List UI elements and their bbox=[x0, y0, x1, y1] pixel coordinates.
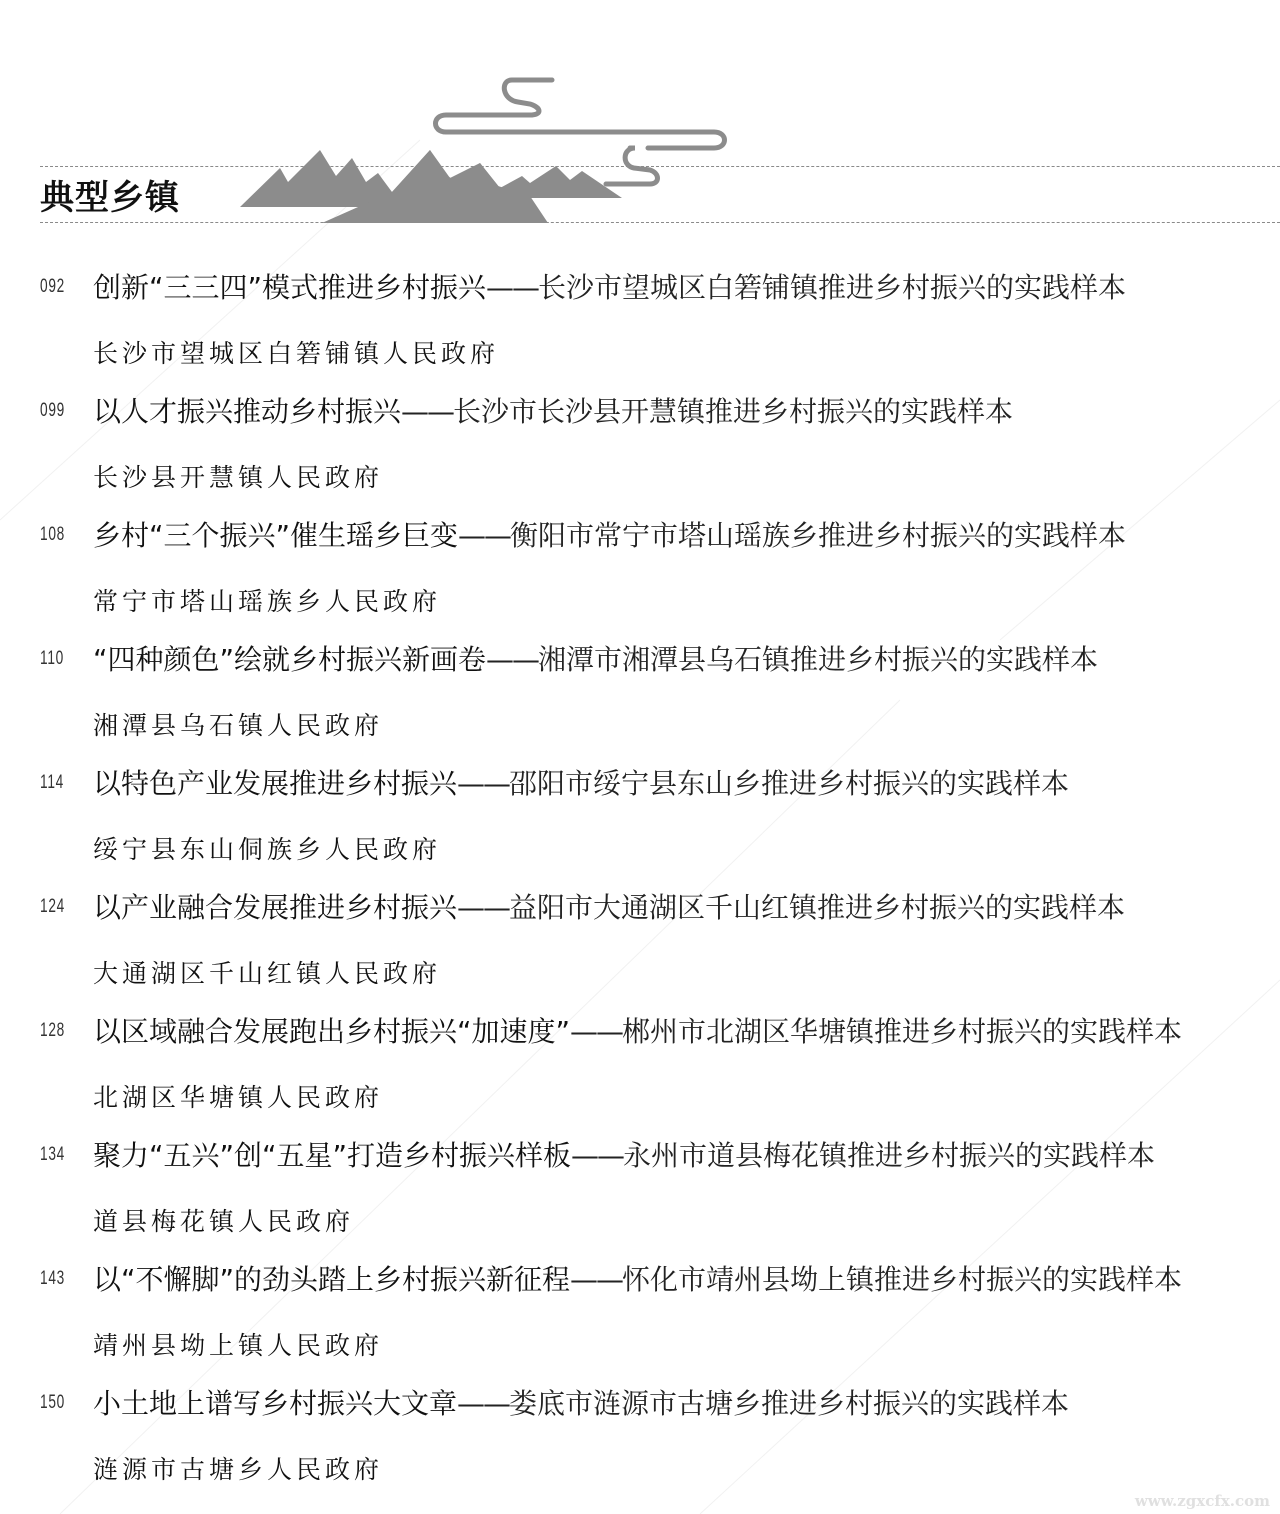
entry-title-line bbox=[93, 1014, 1182, 1050]
entry-title-line bbox=[93, 518, 1126, 554]
entry-author: 北湖区华塘镇人民政府 bbox=[93, 1083, 384, 1112]
page-number: 108 bbox=[40, 524, 65, 545]
entry-author: 道县梅花镇人民政府 bbox=[93, 1207, 355, 1236]
entry-author: 涟源市古塘乡人民政府 bbox=[93, 1455, 384, 1484]
entry-title: 以人才振兴推动乡村振兴 bbox=[93, 395, 402, 428]
page-number: 128 bbox=[40, 1020, 65, 1041]
section-title: 典型乡镇 bbox=[40, 178, 180, 218]
entry-title-line bbox=[93, 1262, 1182, 1298]
page-number: 134 bbox=[40, 1144, 65, 1165]
em-dash: —— bbox=[457, 767, 510, 800]
mountain-cloud-decoration-icon bbox=[230, 70, 750, 230]
toc-entry[interactable] bbox=[0, 758, 1280, 882]
entry-subtitle: 益阳市大通湖区千山红镇推进乡村振兴的实践样本 bbox=[509, 891, 1126, 924]
em-dash: —— bbox=[401, 395, 454, 428]
toc-entry[interactable] bbox=[0, 1006, 1280, 1130]
entry-subtitle: 长沙市长沙县开慧镇推进乡村振兴的实践样本 bbox=[453, 395, 1014, 428]
entry-title: 以特色产业发展推进乡村振兴 bbox=[93, 767, 458, 800]
entry-subtitle: 湘潭市湘潭县乌石镇推进乡村振兴的实践样本 bbox=[538, 643, 1099, 676]
entry-title-line bbox=[93, 394, 1013, 430]
entry-subtitle: 永州市道县梅花镇推进乡村振兴的实践样本 bbox=[623, 1139, 1156, 1172]
toc-entry[interactable] bbox=[0, 386, 1280, 510]
entry-author: 长沙市望城区白箬铺镇人民政府 bbox=[93, 339, 500, 368]
em-dash: —— bbox=[570, 1015, 623, 1048]
page-number: 143 bbox=[40, 1268, 65, 1289]
entry-subtitle: 邵阳市绥宁县东山乡推进乡村振兴的实践样本 bbox=[509, 767, 1070, 800]
section-header bbox=[0, 0, 1280, 240]
entry-title: 以“不懈脚”的劲头踏上乡村振兴新征程 bbox=[93, 1263, 571, 1296]
entry-title-line bbox=[93, 890, 1125, 926]
em-dash: —— bbox=[570, 1263, 623, 1296]
page-number: 124 bbox=[40, 896, 65, 917]
entry-subtitle: 郴州市北湖区华塘镇推进乡村振兴的实践样本 bbox=[622, 1015, 1183, 1048]
entry-title-line bbox=[93, 1386, 1069, 1422]
entry-subtitle: 衡阳市常宁市塔山瑶族乡推进乡村振兴的实践样本 bbox=[510, 519, 1127, 552]
entry-title: 聚力“五兴”创“五星”打造乡村振兴样板 bbox=[93, 1139, 572, 1172]
entry-author: 大通湖区千山红镇人民政府 bbox=[93, 959, 442, 988]
entry-title-line bbox=[93, 270, 1126, 306]
page-number: 114 bbox=[40, 772, 64, 793]
page-number: 099 bbox=[40, 400, 65, 421]
entry-title: “四种颜色”绘就乡村振兴新画卷 bbox=[93, 643, 487, 676]
table-of-contents bbox=[0, 262, 1280, 1502]
em-dash: —— bbox=[486, 643, 539, 676]
entry-author: 常宁市塔山瑶族乡人民政府 bbox=[93, 587, 442, 616]
toc-entry[interactable] bbox=[0, 1378, 1280, 1502]
em-dash: —— bbox=[458, 519, 511, 552]
entry-title: 以产业融合发展推进乡村振兴 bbox=[93, 891, 458, 924]
page-number: 092 bbox=[40, 276, 65, 297]
toc-entry[interactable] bbox=[0, 1130, 1280, 1254]
em-dash: —— bbox=[457, 1387, 510, 1420]
entry-title: 以区域融合发展跑出乡村振兴“加速度” bbox=[93, 1015, 571, 1048]
entry-title-line bbox=[93, 642, 1098, 678]
toc-entry[interactable] bbox=[0, 1254, 1280, 1378]
em-dash: —— bbox=[457, 891, 510, 924]
entry-title: 小土地上谱写乡村振兴大文章 bbox=[93, 1387, 458, 1420]
toc-entry[interactable] bbox=[0, 882, 1280, 1006]
entry-title: 创新“三三四”模式推进乡村振兴 bbox=[93, 271, 487, 304]
em-dash: —— bbox=[486, 271, 539, 304]
toc-entry[interactable] bbox=[0, 634, 1280, 758]
entry-subtitle: 怀化市靖州县坳上镇推进乡村振兴的实践样本 bbox=[622, 1263, 1183, 1296]
entry-title-line bbox=[93, 1138, 1155, 1174]
entry-title-line bbox=[93, 766, 1069, 802]
toc-entry[interactable] bbox=[0, 262, 1280, 386]
entry-subtitle: 长沙市望城区白箬铺镇推进乡村振兴的实践样本 bbox=[538, 271, 1127, 304]
entry-author: 湘潭县乌石镇人民政府 bbox=[93, 711, 384, 740]
page-number: 150 bbox=[40, 1392, 65, 1413]
entry-author: 长沙县开慧镇人民政府 bbox=[93, 463, 384, 492]
watermark: www.zgxcfx.com bbox=[1134, 1492, 1270, 1510]
entry-author: 靖州县坳上镇人民政府 bbox=[93, 1331, 384, 1360]
entry-subtitle: 娄底市涟源市古塘乡推进乡村振兴的实践样本 bbox=[509, 1387, 1070, 1420]
em-dash: —— bbox=[571, 1139, 624, 1172]
toc-entry[interactable] bbox=[0, 510, 1280, 634]
page-number: 110 bbox=[40, 648, 64, 669]
entry-author: 绥宁县东山侗族乡人民政府 bbox=[93, 835, 442, 864]
entry-title: 乡村“三个振兴”催生瑶乡巨变 bbox=[93, 519, 459, 552]
